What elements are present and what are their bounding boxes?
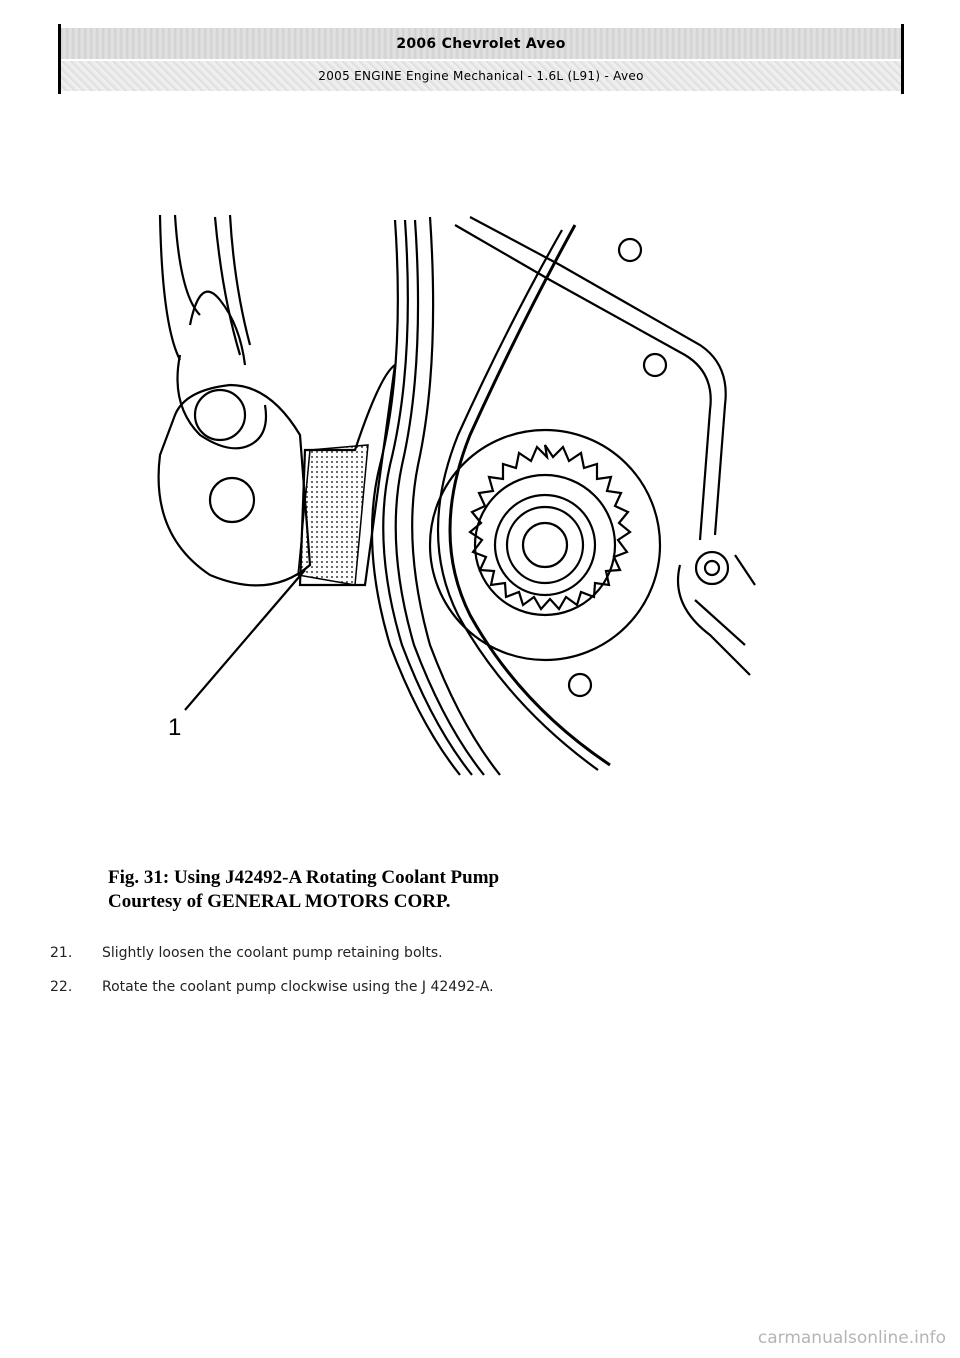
housing-bolt-top [619, 239, 641, 261]
tensioner-hole-upper [195, 390, 245, 440]
step-number: 21. [50, 945, 73, 961]
engine-diagram [140, 205, 760, 785]
list-item [50, 970, 494, 1004]
timing-belt [450, 225, 610, 765]
caption-courtesy: Courtesy of GENERAL MOTORS CORP. [108, 891, 451, 912]
housing-bolt-bottom [569, 674, 591, 696]
document-subtitle: 2005 ENGINE Engine Mechanical - 1.6L (L91) - Aveo [61, 61, 901, 91]
tool-dotted-region [298, 445, 368, 585]
coolant-pump-illustration [140, 205, 760, 785]
housing-bolt-right [696, 552, 728, 584]
page-header [58, 24, 904, 94]
callout-leader-line [185, 570, 305, 710]
step-number: 22. [50, 979, 73, 995]
pump-center-bore [523, 523, 567, 567]
tensioner-plate [159, 385, 310, 585]
step-text: Slightly loosen the coolant pump retaining bolts. [102, 945, 443, 961]
callout-label-1: 1 [168, 714, 182, 741]
step-text: Rotate the coolant pump clockwise using the J 42492-A. [102, 979, 494, 995]
housing-bolt-mid [644, 354, 666, 376]
pump-housing-edge [470, 217, 726, 535]
figure-caption [108, 866, 499, 914]
pump-sprocket-teeth [470, 445, 630, 609]
tensioner-hole-lower [210, 478, 254, 522]
watermark: carmanualsonline.info [757, 1328, 946, 1348]
caption-title: Fig. 31: Using J42492-A Rotating Coolant Pump [108, 867, 500, 888]
document-title: 2006 Chevrolet Aveo [61, 28, 901, 59]
procedure-steps [50, 936, 494, 1004]
list-item [50, 936, 494, 970]
